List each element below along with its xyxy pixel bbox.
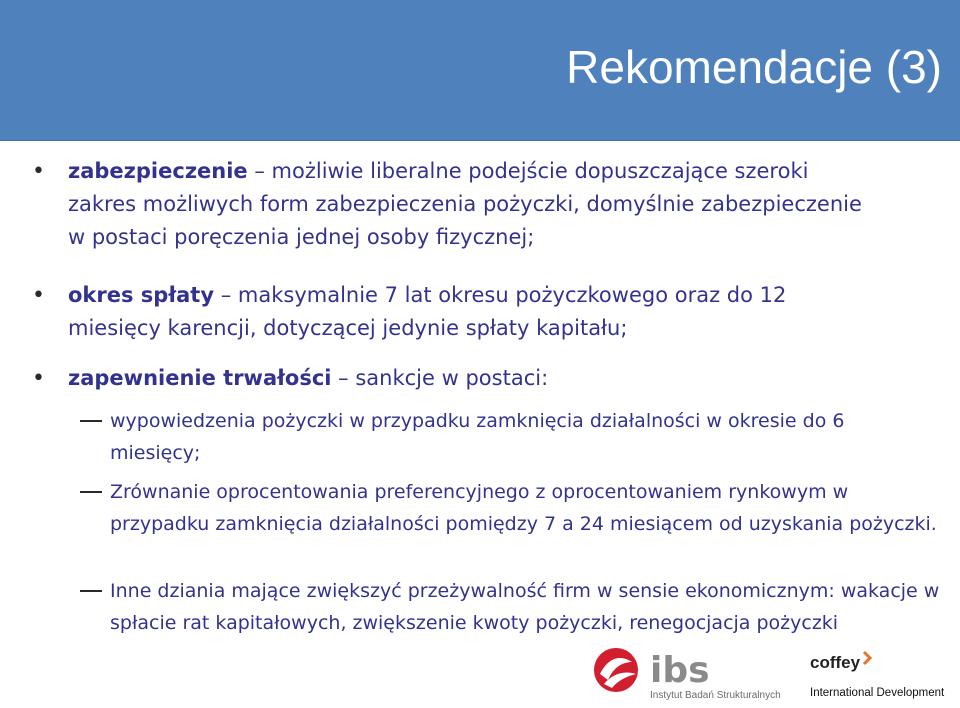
ibs-abbr: ibs (650, 650, 710, 691)
coffey-logo (806, 648, 956, 703)
dash-icon (80, 590, 102, 592)
bullet-description: możliwie liberalne podejście dopuszczające szeroki zakres możliwych form zabezpieczenia pożyczki, domyślnie zabezpieczenie w postaci poręczenia jednej osoby fizycznej; (68, 159, 862, 249)
ibs-emblem-icon (590, 640, 790, 703)
bullet-term: zabezpieczenie (68, 159, 248, 183)
bullet-item-zabezpieczenie (32, 155, 876, 254)
bullet-description: maksymalnie 7 lat okresu pożyczkowego oraz do 12 miesięcy karencji, dotyczącej jedynie spłaty kapitału; (68, 283, 787, 340)
bullet-dot-icon: • (32, 366, 45, 391)
dash-icon (80, 420, 102, 422)
bullet-text (68, 362, 876, 395)
bullet-text (68, 155, 876, 254)
subbullet-text: Zrównanie oprocentowania preferencyjnego z oprocentowaniem rynkowym w przypadku zamknięcia działalności pomiędzy 7 a 24 miesiącem od uzyskania pożyczki. (110, 481, 937, 535)
bullet-dot-icon: • (32, 283, 45, 308)
ibs-logo (590, 640, 790, 703)
coffey-arrow-icon (864, 652, 870, 664)
subbullet-inne-dziania (80, 575, 940, 639)
bullet-dot-icon: • (32, 159, 45, 184)
bullet-text (68, 279, 876, 345)
slide-title: Rekomendacje (3) (566, 41, 942, 93)
coffey-emblem-icon (806, 648, 956, 703)
dash-icon (80, 491, 102, 493)
coffey-name: coffey (810, 653, 861, 672)
bullet-term: okres spłaty (68, 283, 215, 307)
subbullet-zrownanie (80, 476, 940, 540)
bullet-item-okres-splaty (32, 279, 876, 345)
subbullet-text: wypowiedzenia pożyczki w przypadku zamknięcia działalności w okresie do 6 miesięcy; (110, 410, 845, 464)
ibs-caption: Instytut Badań Strukturalnych (650, 690, 781, 701)
bullet-separator: – (214, 283, 238, 307)
bullet-description: sankcje w postaci: (355, 366, 549, 390)
bullet-separator: – (247, 159, 272, 183)
bullet-separator: – (331, 366, 356, 390)
coffey-caption: International Development (810, 687, 945, 699)
subbullet-text: Inne dziania mające zwiększyć przeżywalność firm w sensie ekonomicznym: wakacje w spłacie rat kapitałowych, zwiększenie kwoty pożyczki, renegocjacja pożyczki (110, 580, 940, 634)
slide-body (0, 150, 960, 660)
bullet-term: zapewnienie trwałości (68, 366, 332, 390)
title-bar (0, 0, 960, 141)
subbullet-wypowiedzenia (80, 405, 940, 469)
bullet-item-zapewnienie-trwalosci (32, 362, 876, 395)
